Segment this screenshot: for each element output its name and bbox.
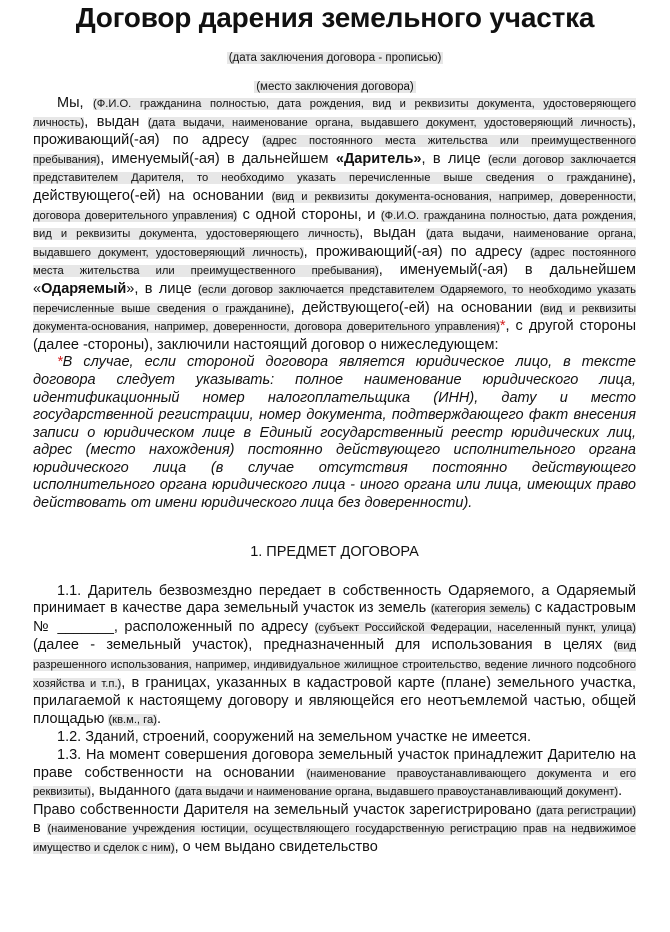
section-heading: 1. ПРЕДМЕТ ДОГОВОРА — [250, 543, 419, 560]
hint-contract-date: (дата заключения договора - прописью) — [228, 52, 442, 64]
clause-1-2: 1.2. Зданий, строений, сооружений на земельном участке не имеется. — [57, 729, 532, 746]
document-title: Договор дарения земельного участка — [75, 2, 595, 33]
document-body — [0, 95, 670, 858]
clause-1-1: 1.1. Даритель безвозмездно передает в собственность Одаряемого, а Одаряемый принимает в качестве дара земельный участок из земель (категория земель) с кадастровым № _______, расположенный по адресу (субъект Российской Федерации, населенный пункт, улица) (далее - земельный участок), предназначенный для использования в целях (вид разрешенного использования, например, индивидуальное жилищное строительство, ведение личного подсобного хозяйства и т.п.), в границах, указанных в кадастровой карте (плане) земельного участка, прилагаемой к настоящему договору и являющейся его неотъемлемой частью, общей площадью (кв.м., га). — [33, 582, 636, 727]
hint-contract-place: (место заключения договора) — [256, 81, 414, 93]
clause-1-3: 1.3. На момент совершения договора земельный участок принадлежит Дарителю на праве собственности на основании (наименование правоустанавливающего документа и его реквизиты), выданного (дата выдачи и наименование органа, выдавшего правоустанавливающий документ). — [33, 747, 636, 800]
intro-paragraph: Мы, (Ф.И.О. гражданина полностью, дата рождения, вид и реквизиты документа, удостоверяющего личность), выдан (дата выдачи, наименование органа, выдавшего документ, удостоверяющий личность), проживающий(-ая) по адресу (адрес постоянного места жительства или преимущественного пребывания), именуемый(-ая) в дальнейшем «Даритель», в лице (если договор заключается представителем Дарителя, то необходимо указать перечисленные выше сведения о гражданине), действующего(-ей) на основании (вид и реквизиты документа-основания, например, доверенности, договора доверительного управления) с одной стороны, и (Ф.И.О. гражданина полностью, дата рождения, вид и реквизиты документа, удостоверяющего личность), выдан (дата выдачи, наименование органа, выдавшего документ, удостоверяющий личность), проживающий(-ая) по адресу (адрес постоянного места жительства или преимущественного пребывания), именуемый(-ая) в дальнейшем «Одаряемый», в лице (если договор заключается представителем Одаряемого, то необходимо указать перечисленные выше сведения о гражданине), действующего(-ей) на основании (вид и реквизиты документа-основания, например, доверенности, договора доверительного управления)*, с другой стороны (далее -стороны), заключили настоящий договор о нижеследующем: — [33, 95, 637, 353]
clause-1-3-registration: Право собственности Дарителя на земельный участок зарегистрировано (дата регистрации) в (наименование учреждения юстиции, осуществляющего государственную регистрацию прав на недвижимое имущество и сделок с ним), о чем выдано свидетельство — [33, 801, 637, 855]
legal-entity-note: *В случае, если стороной договора является юридическое лицо, в тексте договора следует указывать: полное наименование юридического лица, идентификационный номер налогоплательщика (ИНН), дату и место государственной регистрации, номер документа, подтверждающего факт внесения записи о юридическом лице в Единый государственный реестр юридических лиц, адрес (место нахождения) постоянно действующего исполнительного органа юридического лица (в случае отсутствия постоянно действующего исполнительного органа юридического лица - иного органа или лица, имеющих право действовать от имени юридического лица без доверенности). — [33, 354, 636, 512]
